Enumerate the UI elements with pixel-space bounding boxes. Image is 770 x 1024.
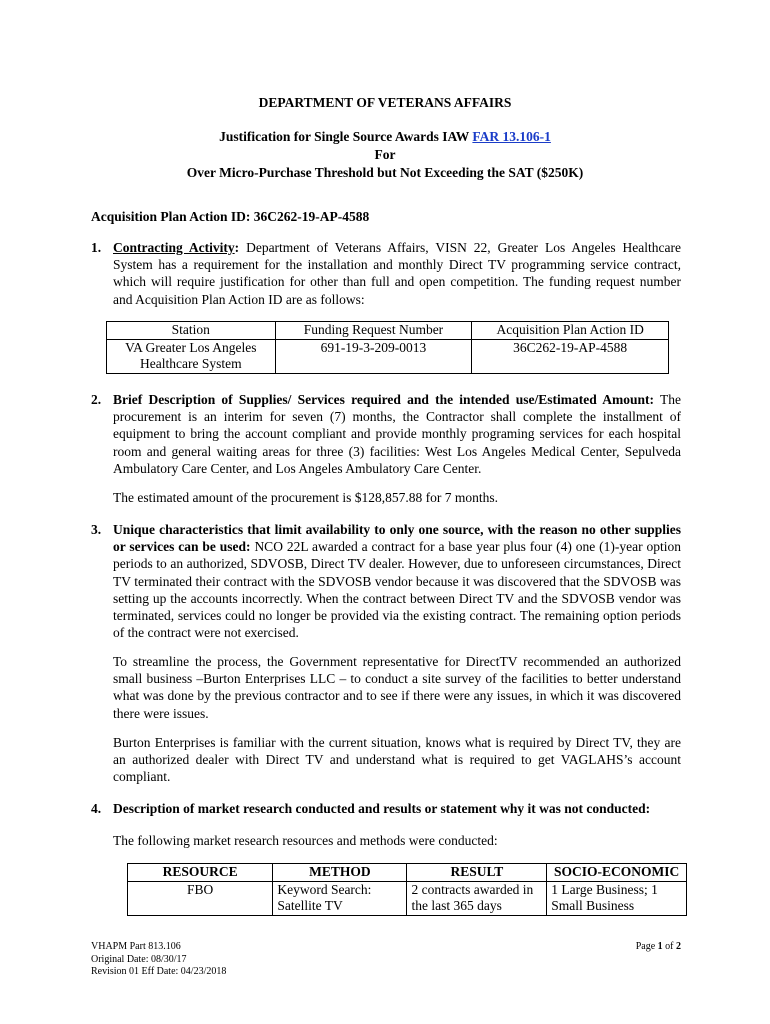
section-1: [91, 239, 681, 308]
page-label: Page: [635, 941, 658, 952]
section-2-text: The procurement is an interim for seven (7) months, the Contractor shall complete the installment of equipment to bring the account compliant and provide monthly programing services for each hospital room and general waiting areas for three (3) facilities: West Los Angeles Medical Center, Sepulveda Ambulatory Care Center, and Los Angeles Ambulatory Care Center.: [113, 392, 681, 476]
table-header-cell: Funding Request Number: [275, 322, 472, 340]
table-cell: 36C262-19-AP-4588: [472, 339, 669, 373]
section-4: [91, 800, 681, 817]
section-2-heading: Brief Description of Supplies/ Services required and the intended use/Estimated Amount:: [113, 392, 655, 407]
section-1-heading: Contracting Activity: [113, 240, 235, 255]
section-3-paragraph-3: Burton Enterprises is familiar with the current situation, knows what is required by Direct TV, they are an authorized dealer with Direct TV and understand what is required to get VAGLAHS’s account compliant.: [113, 735, 681, 785]
section-3-heading: Unique characteristics that limit availability to only one source, with the reason no other supplies or services can be used:: [113, 522, 681, 555]
far-link[interactable]: FAR 13.106-1: [472, 129, 551, 144]
document-title: [0, 128, 770, 182]
table-cell: Keyword Search: Satellite TV: [273, 881, 407, 915]
section-3-number: 3.: [91, 522, 102, 537]
section-2: [91, 391, 681, 477]
table-header-row: [128, 864, 687, 882]
section-4-intro: The following market research resources and methods were conducted:: [113, 833, 498, 848]
funding-table: [106, 321, 669, 374]
section-2-estimate: The estimated amount of the procurement is $128,857.88 for 7 months.: [113, 490, 499, 505]
section-1-colon: :: [234, 240, 240, 255]
table-cell: FBO: [128, 881, 273, 915]
page-current: 1: [657, 941, 663, 952]
market-research-table: [127, 863, 687, 916]
table-cell: VA Greater Los Angeles Healthcare System: [107, 339, 276, 373]
table-row: [107, 339, 669, 373]
footer: [91, 941, 226, 979]
table-cell: 1 Large Business; 1 Small Business: [547, 881, 687, 915]
table-header-cell: Acquisition Plan Action ID: [472, 322, 669, 340]
department-heading: DEPARTMENT OF VETERANS AFFAIRS: [258, 95, 512, 110]
acquisition-plan-id: Acquisition Plan Action ID: 36C262-19-AP-4588: [91, 209, 370, 224]
table-cell: 2 contracts awarded in the last 365 days: [407, 881, 547, 915]
page-total: 2: [676, 941, 681, 952]
table-header-cell: RESULT: [407, 864, 547, 882]
section-1-number: 1.: [91, 240, 102, 255]
footer-line-3: Revision 01 Eff Date: 04/23/2018: [91, 966, 227, 977]
section-3-paragraph-2: To streamline the process, the Government representative for DirectTV recommended an authorized small business –Burton Enterprises LLC – to conduct a site survey of the facilities to better understand what was done by the previous contractor and to see if there were any issues, in which it was discovered there were issues.: [113, 654, 681, 721]
section-3-text: NCO 22L awarded a contract for a base year plus four (4) one (1)-year option periods to an authorized, SDVOSB, Direct TV dealer. However, due to unforeseen circumstances, Direct TV terminated their contract with the SDVOSB vendor because it was discovered that the SDVOSB was setting up the accounts incorrectly. When the contract between Direct TV and the SDVOSB vendor was terminated, services could no longer be provided via the existing contract. The remaining option periods of the contract were not exercised.: [113, 539, 681, 641]
table-header-cell: RESOURCE: [128, 864, 273, 882]
table-header-cell: METHOD: [273, 864, 407, 882]
section-3: [91, 521, 681, 641]
section-4-number: 4.: [91, 801, 102, 816]
title-line3: Over Micro-Purchase Threshold but Not Exceeding the SAT ($250K): [186, 165, 584, 180]
table-row: [128, 881, 687, 915]
section-2-number: 2.: [91, 392, 102, 407]
table-header-row: [107, 322, 669, 340]
title-for: For: [374, 147, 396, 162]
table-header-cell: Station: [107, 322, 276, 340]
table-header-cell: SOCIO-ECONOMIC: [547, 864, 687, 882]
section-4-heading: Description of market research conducted and results or statement why it was not conducted:: [113, 801, 651, 816]
title-prefix: Justification for Single Source Awards IAW: [219, 129, 473, 144]
section-1-text: Department of Veterans Affairs, VISN 22, Greater Los Angeles Healthcare System has a requirement for the installation and monthly Direct TV programming service contract, which will require justification for other than full and open competition. The funding request number and Acquisition Plan Action ID are as follows:: [113, 240, 681, 307]
page-number: [636, 941, 681, 952]
footer-line-1: VHAPM Part 813.106: [91, 941, 181, 952]
footer-line-2: Original Date: 08/30/17: [91, 953, 187, 965]
table-cell: 691-19-3-209-0013: [275, 339, 472, 373]
page-of: of: [662, 941, 676, 952]
